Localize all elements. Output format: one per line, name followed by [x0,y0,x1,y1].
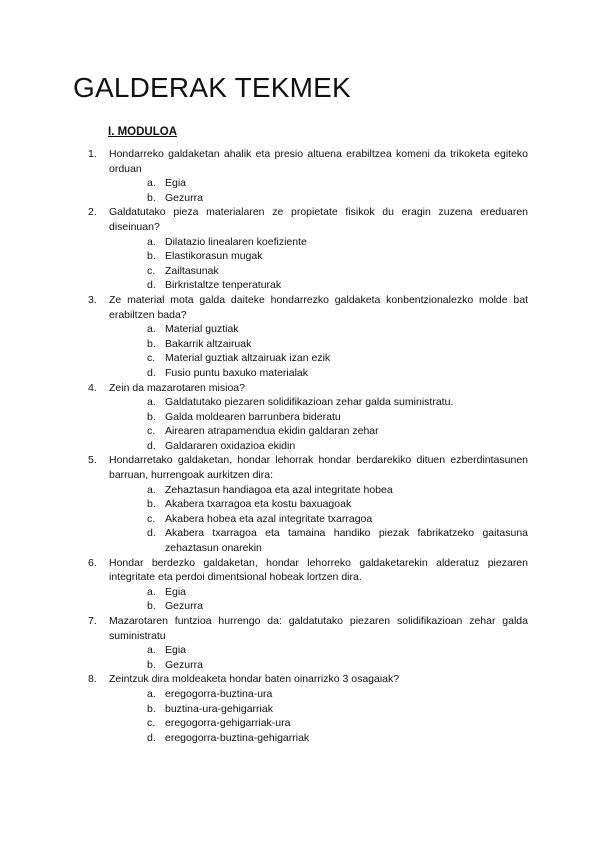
question-text: Hondar berdezko galdaketan, hondar lehorreko galdaketarekin alderatuz piezaren integritate eta perdoi dimentsional hobeak lortzen dira. [109,556,528,584]
answer-text: Galda moldearen barrunbera bideratu [165,410,341,423]
answer-text: Birkristaltze tenperaturak [165,279,282,292]
question-number: 6. [88,556,97,569]
answer-option [109,395,528,410]
answer-letter: c. [147,512,156,525]
answer-option [109,176,528,191]
question-text: Zein da mazarotaren misioa? [109,381,245,394]
question-number: 7. [88,615,97,627]
answer-option [109,410,528,425]
answer-option [109,526,528,555]
answer-text: Gezurra [165,658,203,671]
answer-letter: b. [147,250,156,263]
answer-text: Gezurra [165,600,203,613]
answer-text: Akabera hobea eta azal integritate txarragoa [165,512,373,525]
answer-text: Galdararen oxidazioa ekidin [165,439,296,452]
question [88,672,528,745]
answer-list [109,395,528,453]
question-text: Mazarotaren funtzioa hurrengo da: galdatutako piezaren solidifikazioan zehar galda suministratu [109,615,528,642]
answer-text: Zehaztasun handiagoa eta azal integritate hobea [165,483,393,496]
answer-letter: d. [147,279,156,292]
answer-text: Akabera txarragoa eta tamaina handiko piezak fabrikatzeko gaitasuna zehaztasun onarekin [165,527,528,555]
question-number: 2. [88,206,97,219]
question [88,205,528,293]
question-text: Hondarretako galdaketan, hondar lehorrak hondar berdarekiko dituen ezberdintasunen barruan, hurrengoak aurkitzen dira: [109,454,528,482]
answer-text: Fusio puntu baxuko materialak [165,366,308,379]
question-number: 3. [88,293,97,306]
answer-letter: c. [147,425,156,438]
answer-text: Egia [165,644,187,657]
question [88,453,528,555]
question-text: Hondarreko galdaketan ahalik eta presio altuena erabiltzea komeni da trikoketa egiteko orduan [109,148,528,175]
answer-letter: b. [147,337,156,350]
answer-list [109,322,528,380]
question-number: 5. [88,454,97,467]
answer-text: Galdatutako piezaren solidifikazioan zehar galda suministratu. [165,396,454,409]
answer-letter: c. [147,264,156,277]
answer-list [109,235,528,293]
answer-text: Akabera txarragoa eta kostu baxuagoak [165,498,352,511]
answer-option [109,687,528,702]
answer-letter: a. [147,323,156,336]
answer-option [109,249,528,264]
answer-option [109,322,528,337]
answer-option [109,483,528,498]
answer-option [109,278,528,293]
answer-option [109,264,528,279]
answer-letter: a. [147,396,156,409]
answer-text: Bakarrik altzairuak [165,337,252,350]
answer-letter: a. [147,687,156,700]
answer-letter: b. [147,191,156,204]
answer-text: Material guztiak [165,323,239,336]
page-title: GALDERAK TEKMEK [73,72,351,103]
answer-letter: a. [147,483,156,496]
answer-letter: d. [147,731,156,744]
answer-text: Elastikorasun mugak [165,250,263,263]
question-list [88,147,528,745]
answer-option [109,643,528,658]
answer-letter: c. [147,717,156,730]
question-number: 8. [88,673,97,686]
answer-list [109,176,528,205]
answer-option [109,351,528,366]
answer-letter: a. [147,644,156,657]
answer-option [109,585,528,600]
answer-option [109,439,528,454]
answer-list [109,483,528,556]
question [88,556,528,614]
answer-letter: b. [147,600,156,613]
answer-list [109,643,528,672]
answer-text: eregogorra-gehigarriak-ura [165,717,291,730]
answer-letter: a. [147,585,156,598]
answer-option [109,512,528,527]
answer-letter: d. [147,527,156,540]
answer-option [109,702,528,717]
answer-option [109,599,528,614]
answer-letter: b. [147,498,156,511]
answer-letter: d. [147,439,156,452]
question [88,614,528,672]
answer-option [109,716,528,731]
answer-text: Gezurra [165,191,203,204]
answer-text: Egia [165,177,187,190]
question [88,147,528,205]
answer-option [109,337,528,352]
answer-option [109,191,528,206]
answer-text: eregogorra-buztina-ura [165,687,273,700]
answer-letter: b. [147,658,156,671]
answer-letter: c. [147,352,156,365]
answer-option [109,731,528,746]
question-number: 1. [88,148,97,160]
answer-text: Airearen atrapamendua ekidin galdaran zehar [165,425,379,438]
answer-text: Dilatazio linealaren koefiziente [165,235,307,248]
answer-text: Material guztiak altzairuak izan ezik [165,352,331,365]
question-text: Ze material mota galda daiteke hondarrezko galdaketa konbentzionalezko molde bat erabiltzen bada? [109,293,528,321]
answer-option [109,424,528,439]
question-number: 4. [88,381,97,394]
section-heading: I. MODULOA [108,126,177,138]
answer-text: Egia [165,585,187,598]
answer-letter: a. [147,177,156,190]
answer-option [109,658,528,673]
question [88,381,528,454]
answer-option [109,235,528,250]
answer-option [109,497,528,512]
answer-letter: b. [147,410,156,423]
answer-option [109,366,528,381]
question [88,293,528,381]
answer-letter: a. [147,235,156,248]
answer-text: Zailtasunak [165,264,219,277]
answer-text: eregogorra-buztina-gehigarriak [165,731,310,744]
question-text: Galdatutako pieza materialaren ze propietate fisikok du eragin zuzena ereduaren diseinuan? [109,206,528,233]
answer-text: buztina-ura-gehigarriak [165,702,273,715]
answer-letter: d. [147,366,156,379]
question-text: Zeintzuk dira moldeaketa hondar baten oinarrizko 3 osagaiak? [109,673,400,686]
answer-list [109,687,528,745]
answer-list [109,585,528,614]
answer-letter: b. [147,702,156,715]
